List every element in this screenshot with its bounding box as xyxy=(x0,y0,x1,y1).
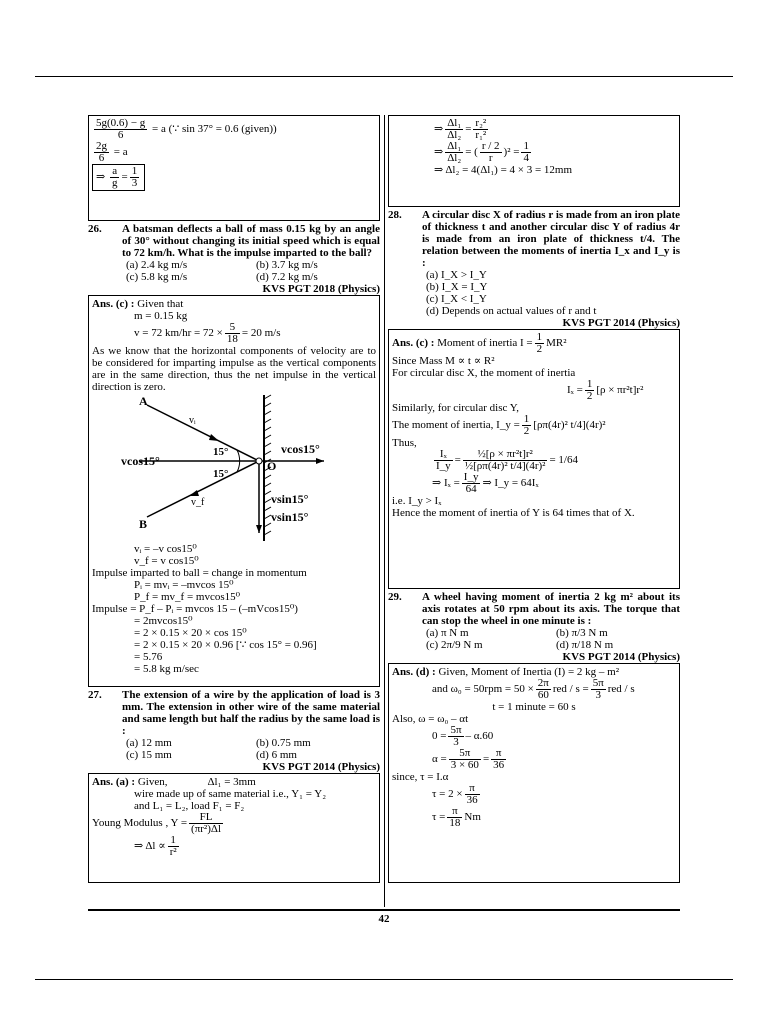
answer-26-box: Ans. (c) : Given that m = 0.15 kg v = 72 km/hr = 72 × $\frac{5}{18}$ = 20 m/s As we know that the horizontal components of velocity are to be considered for imparting impulse as the vertical components are in the same direction, thus the net impulse in the vertical direction is zero. A B O vᵢ v_f vcos15° vcos15° 15° 15° vsin15° vsin15° vᵢ = –v cos15⁰ v_f = v cos15⁰ Impulse imparted to ball = change in momentum Pᵢ = mvᵢ = –mvcos 15⁰ P_f = mv_f = mvcos15⁰ Impulse = P_f – Pᵢ = mvcos 15 – (–mVcos15⁰) = 2mvcos15⁰ = 2 × 0.15 × 20 × cos 15⁰ = 2 × 0.15 × 20 × 0.96 [∵ cos 15° = 0.96] = 5.76 = 5.8 kg m/sec xyxy=(88,295,380,687)
label-vsin-2: vsin15° xyxy=(271,510,309,524)
question-26-source: KVS PGT 2018 (Physics) xyxy=(262,283,380,295)
label-vsin-1: vsin15° xyxy=(271,492,309,506)
answer-27-box: Ans. (a) : Given, Δl₁ = 3mm wire made up of same material i.e., Y₁ = Y₂ and L₁ = L₂, load F₁ = F₂ Young Modulus , Y = $\frac{FL}{\text{(πr²)Δl}}$ ⇒ Δl ∝ $\frac{1}{\text{r²}}$ xyxy=(88,773,380,883)
question-28-source: KVS PGT 2014 (Physics) xyxy=(562,317,680,329)
label-a: A xyxy=(139,394,148,408)
question-27-options: (a) 12 mm (b) 0.75 mm (c) 15 mm (d) 6 mm xyxy=(126,737,311,761)
left-column xyxy=(88,115,380,883)
top-rule xyxy=(35,76,733,77)
label-vcos-left: vcos15° xyxy=(121,454,160,468)
deflection-diagram xyxy=(119,393,349,543)
question-27-source: KVS PGT 2014 (Physics) xyxy=(262,761,380,773)
question-28-options: (a) I_X > I_Y (b) I_X = I_Y (c) I_X < I_Y (d) Depends on actual values of r and t xyxy=(426,269,597,317)
question-29-options: (a) π N m (b) π/3 N m (c) 2π/9 N m (d) π/18 N m xyxy=(426,627,614,651)
label-o: O xyxy=(267,459,277,473)
question-27: 27. The extension of a wire by the application of load is 3 mm. The extension in other wire of the same material and same length but half the radius by the same load is : xyxy=(88,689,380,737)
label-angle-1: 15° xyxy=(213,446,229,458)
label-vcos-right: vcos15° xyxy=(281,442,320,456)
question-29: 29. A wheel having moment of inertia 2 kg m² about its axis rotates at 50 rpm about its axis. The torque that can stop the wheel in one minute is : xyxy=(388,591,680,627)
page-number: 42 xyxy=(378,913,390,925)
bottom-rule xyxy=(35,979,733,980)
question-28: 28. A circular disc X of radius r is made from an iron plate of thickness t and another circular disc Y of radius 4r is made from an iron plate of thickness t/4. The relation between the moments of inertia I_x and I_y is : xyxy=(388,209,680,269)
question-26-options: (a) 2.4 kg m/s (b) 3.7 kg m/s (c) 5.8 kg m/s (d) 7.2 kg m/s xyxy=(126,259,318,283)
continued-solution-box: $\frac{5g(0.6) - g}{6}$ = a (∵ sin 37° = 0.6 (given)) $\frac{2g}{6}$ = a ⇒ $\frac{a}{g}$ = $\frac{1}{3}$ xyxy=(88,115,380,221)
label-vf: v_f xyxy=(191,497,205,508)
question-29-source: KVS PGT 2014 (Physics) xyxy=(562,651,680,663)
label-vi: vᵢ xyxy=(189,415,196,426)
question-26: 26. A batsman deflects a ball of mass 0.15 kg by an angle of 30° without changing its initial speed which is equal to 72 km/h. What is the impulse imparted to the ball? xyxy=(88,223,380,259)
continued-answer-27-box: ⇒ $\frac{\text{Δl₁}}{\text{Δl₂}}$ = $\frac{\text{r₂²}}{\text{r₁²}}$ ⇒ $\frac{\text{Δl₁}}{\text{Δl₂}}$ = ( $\frac{r / 2}{r}$ )² = $\frac{1}{4}$ ⇒ Δl₂ = 4(Δl₁) = 4 × 3 = 12mm xyxy=(388,115,680,207)
answer-29-box: Ans. (d) : Given, Moment of Inertia (I) = 2 kg – m² and ω₀ = 50rpm = 50 × $\frac{2\pi}{60}$ red / s = $\frac{5\pi}{3}$ red / s t = 1 minute = 60 s Also, ω = ω₀ – αt 0 = $\frac{5\pi}{3}$ – α.60 α = $\frac{5\pi}{3 \times 60}$ = $\frac{\pi}{36}$ since, τ = I.α τ = 2 × $\frac{\pi}{36}$ τ = $\frac{\pi}{18}$ Nm xyxy=(388,663,680,883)
right-column xyxy=(388,115,680,883)
answer-28-box: Ans. (c) : Moment of inertia I = $\frac{1}{2}$ MR² Since Mass M ∝ t ∝ R² For circular disc X, the moment of inertia Iₓ = $\frac{1}{2}$ [ρ × πr²t]r² Similarly, for circular disc Y, The moment of inertia, I_y = $\frac{1}{2}$ [ρπ(4r)² t/4](4r)² Thus, $\frac{\text{Iₓ}}{I\_y}$ = $\frac{\text{½[ρ × πr²t]r²}}{\text{½[ρπ(4r)² t/4](4r)²}}$ = 1/64 ⇒ Iₓ = $\frac{I\_y}{64}$ ⇒ I_y = 64Iₓ i.e. I_y > Iₓ Hence the moment of inertia of Y is 64 times that of X. xyxy=(388,329,680,589)
column-separator xyxy=(384,115,385,907)
footer-separator xyxy=(88,909,680,911)
label-angle-2: 15° xyxy=(213,468,229,480)
label-b: B xyxy=(139,517,148,531)
